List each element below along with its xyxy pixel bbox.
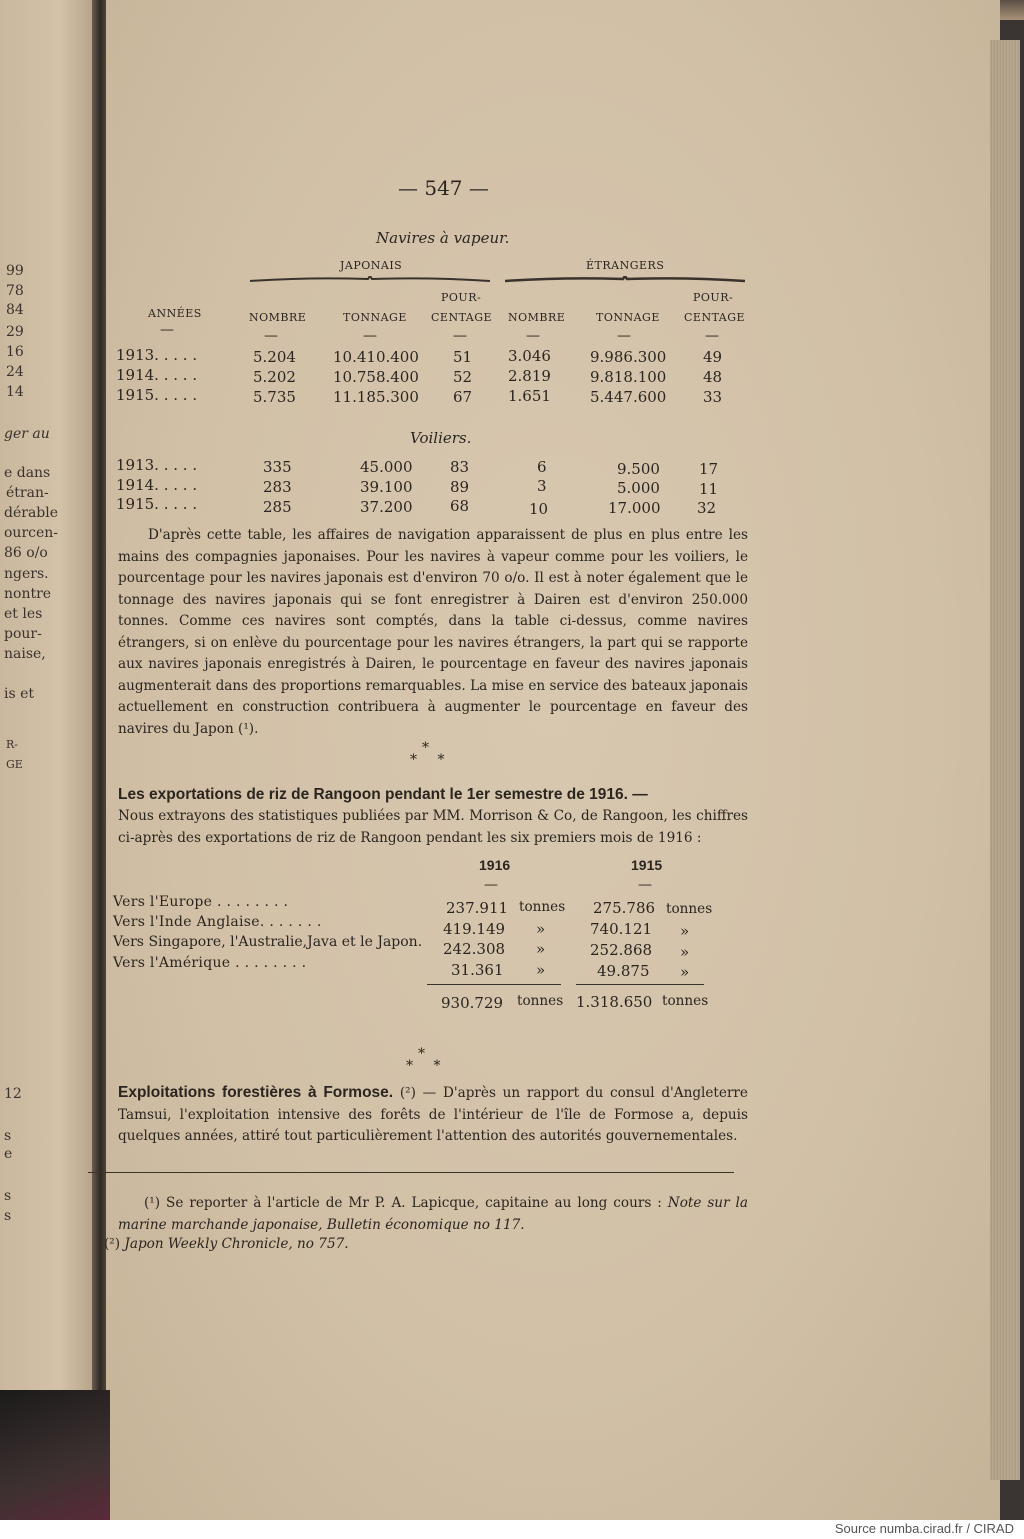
left-margin-text: 86 o/o [4,545,48,561]
left-margin-text: e dans [4,465,51,481]
rice-year-1916: 1916 [479,857,511,873]
col-nombre: NOMBRE [249,311,307,324]
sail-jap-pct: 89 [450,478,470,496]
col-centage: CENTAGE [431,311,493,324]
sail-etr-tonnage: 9.500 [617,460,660,478]
left-margin-text: 29 [6,324,24,340]
rice-unit-1915: » [680,943,690,961]
col-nombre: NOMBRE [508,311,566,324]
steam-etr-nombre: 1.651 [508,387,551,405]
sail-jap-nombre: 285 [263,498,292,516]
sail-etr-tonnage: 5.000 [617,479,660,497]
sail-year: 1913. . . . . [116,456,198,474]
steam-etr-pct: 33 [703,388,723,406]
navigation-paragraph-text: D'après cette table, les affaires de navigation apparaissent de plus en plus entre les mains des compagnies japonaises. Pour les navires à vapeur comme pour les voiliers, le pourcentage pour les navires japonais est d'environ 70 o/o. Il est à noter également que le tonnage des navires japonais qui se font enregistrer à Dairen est d'environ 250.000 tonnes. Comme ces navires sont comptés, dans la table ci-dessus, comme navires étrangers, si on enlève du pourcentage pour les navires étrangers, la part qui se rapporte aux navires japonais enregistrés à Dairen, le pourcentage en faveur des navires japonais augmenterait dans des proportions remarquables. La mise en service des bateaux japonais actuellement en construction contribuera à augmenter le pourcentage en faveur des navires du Japon (¹). [118,527,748,737]
forest-paragraph [118,1082,748,1148]
left-margin-text: pour- [4,626,42,642]
col-centage: CENTAGE [684,311,746,324]
rice-value-1916: 242.308 [443,940,506,958]
rice-destination: Vers Singapore, l'Australie,Java et le Japon. [113,934,423,950]
steam-etr-tonnage: 5.447.600 [590,388,667,406]
rice-unit-1916: » [536,920,546,938]
rice-unit-1915: tonnes [666,901,713,917]
steam-etr-tonnage: 9.818.100 [590,368,667,386]
left-margin-text: R- [6,738,18,751]
sail-etr-pct: 17 [699,460,719,478]
left-margin-text: 12 [4,1086,22,1102]
left-margin-text: étran- [6,485,49,501]
rice-unit-1916: tonnes [519,899,566,915]
left-margin-text: ourcen- [4,525,59,541]
rice-value-1915: 740.121 [590,920,653,938]
left-margin-text: nontre [4,586,52,602]
rice-unit-1915: » [680,963,690,981]
col-annees: ANNÉES [148,307,202,320]
navigation-paragraph [118,525,748,740]
col-pour: POUR- [441,291,482,304]
footnote-2 [104,1236,349,1252]
footnote-1-title: Note sur la marine marchande japonaise, Bulletin économique [118,1195,748,1233]
steam-jap-tonnage: 10.758.400 [333,368,419,386]
steam-jap-tonnage: 11.185.300 [333,388,419,406]
cloth-corner [0,1390,110,1520]
forest-note-ref: (²) [399,1085,416,1101]
header-dash: — [363,328,377,344]
section-star-bottom: * * [410,752,453,768]
rice-destination: Vers l'Europe . . . . . . . . [113,894,289,910]
header-dash: — [453,328,467,344]
group-header-japonais: JAPONAIS [340,259,403,272]
japonais-bracket [250,276,490,286]
footnote-rule [88,1172,734,1173]
sail-etr-pct: 32 [697,499,717,517]
footnote-1-text: (¹) Se reporter à l'article de Mr P. A. Lapicque, capitaine au long cours : [144,1195,662,1211]
total-rule-1916 [427,984,561,985]
rice-value-1915: 275.786 [593,899,656,917]
sail-etr-pct: 11 [699,480,719,498]
left-margin-text: ngers. [4,566,49,582]
steam-jap-pct: 51 [453,348,473,366]
right-page [100,0,1000,1520]
steam-etr-nombre: 2.819 [508,367,551,385]
steam-jap-tonnage: 10.410.400 [333,348,419,366]
sail-etr-nombre: 6 [537,458,547,476]
footnote-1-number: no 117. [473,1216,525,1233]
rice-total-1915: 1.318.650 [576,993,653,1011]
col-pour: POUR- [693,291,734,304]
header-dash: — [705,328,719,344]
footnote-2-number: no 757. [297,1236,349,1252]
steam-table-title: Navires à vapeur. [376,229,510,247]
left-margin-text: 24 [6,364,24,380]
sail-jap-tonnage: 39.100 [360,478,413,496]
footnote-1 [118,1193,748,1236]
header-dash: — [264,328,278,344]
header-dash: — [526,328,540,344]
steam-year: 1914. . . . . [116,366,198,384]
steam-jap-nombre: 5.202 [253,368,296,386]
left-margin-text: 84 [6,302,24,318]
steam-jap-nombre: 5.204 [253,348,296,366]
sail-etr-nombre: 3 [537,477,547,495]
rice-destination: Vers l'Inde Anglaise. . . . . . . [113,914,322,930]
section-star-bottom: * * [406,1058,449,1074]
section-star-top: * [422,740,429,756]
steam-year: 1913. . . . . [116,346,198,364]
book-binding [92,0,106,1520]
left-margin-text: e [4,1146,13,1162]
left-margin-text: 16 [6,344,24,360]
rice-unit-1916: » [536,940,546,958]
sail-jap-nombre: 335 [263,458,292,476]
steam-etr-pct: 49 [703,348,723,366]
rice-unit-1916: » [536,961,546,979]
rice-unit-1915: » [680,922,690,940]
sail-jap-nombre: 283 [263,478,292,496]
left-margin-text: s [4,1188,12,1204]
rice-value-1916: 31.361 [451,961,504,979]
left-margin-text: GE [6,758,23,771]
page-edges [990,40,1020,1480]
left-margin-text: s [4,1208,12,1224]
etrangers-bracket [505,276,745,286]
left-margin-text: dérable [4,505,59,521]
forest-heading: Exploitations forestières à Formose. [118,1084,394,1101]
sail-year: 1915. . . . . [116,495,198,513]
header-dash: — [617,328,631,344]
sail-etr-nombre: 10 [529,500,549,518]
rice-value-1916: 419.149 [443,920,506,938]
left-margin-text: s [4,1128,12,1144]
group-header-etrangers: ÉTRANGERS [586,259,665,272]
left-margin-text: naise, [4,646,46,662]
rice-value-1915: 252.868 [590,941,653,959]
sail-jap-pct: 83 [450,458,470,476]
sail-etr-tonnage: 17.000 [608,499,661,517]
left-margin-text: is et [4,686,35,702]
steam-etr-nombre: 3.046 [508,347,551,365]
left-margin-text: ger au [4,426,50,442]
rice-year-1915: 1915 [631,857,663,873]
col-tonnage: TONNAGE [596,311,660,324]
footnote-2-title: Japon Weekly Chronicle, [124,1236,293,1252]
steam-jap-pct: 52 [453,368,473,386]
steam-jap-nombre: 5.735 [253,388,296,406]
rice-dash: — [484,877,498,893]
page-number: — 547 — [398,176,489,200]
steam-jap-pct: 67 [453,388,473,406]
steam-etr-pct: 48 [703,368,723,386]
rice-value-1916: 237.911 [446,899,509,917]
forest-text: — D'après un rapport du consul d'Angleterre Tamsui, l'exploitation intensive des forêts de l'intérieur de l'île de Formose a, depuis quelques années, attiré tout particulièrement l'attention des autorités gouvernementales. [118,1085,748,1144]
left-margin-text: 99 [6,263,24,279]
steam-etr-tonnage: 9.986.300 [590,348,667,366]
sail-year: 1914. . . . . [116,476,198,494]
sail-jap-tonnage: 45.000 [360,458,413,476]
left-margin-text: et les [4,606,43,622]
rice-heading: Les exportations de riz de Rangoon pendant le 1er semestre de 1916. — [118,786,648,803]
header-dash: — [160,322,174,338]
rice-total-1916: 930.729 [441,994,504,1012]
steam-year: 1915. . . . . [116,386,198,404]
rice-dash: — [638,877,652,893]
section-star-top: * [418,1046,425,1062]
left-margin-text: 14 [6,384,24,400]
rice-total-unit-1915: tonnes [662,993,709,1009]
source-credit: Source numba.cirad.fr / CIRAD [834,1521,1014,1536]
sail-jap-tonnage: 37.200 [360,498,413,516]
rice-total-unit-1916: tonnes [517,993,564,1009]
rice-intro: Nous extrayons des statistiques publiées par MM. Morrison & Co, de Rangoon, les chiffres ci-après des exportations de riz de Rangoon pendant les six premiers mois de 1916 : [118,808,748,846]
rice-value-1915: 49.875 [597,962,650,980]
rice-destination: Vers l'Amérique . . . . . . . . [113,955,307,971]
footnote-2-marker: (²) [104,1236,121,1252]
total-rule-1915 [576,984,704,985]
sail-jap-pct: 68 [450,497,470,515]
left-margin-text: 78 [6,283,24,299]
sail-table-title: Voiliers. [410,429,472,447]
col-tonnage: TONNAGE [343,311,407,324]
